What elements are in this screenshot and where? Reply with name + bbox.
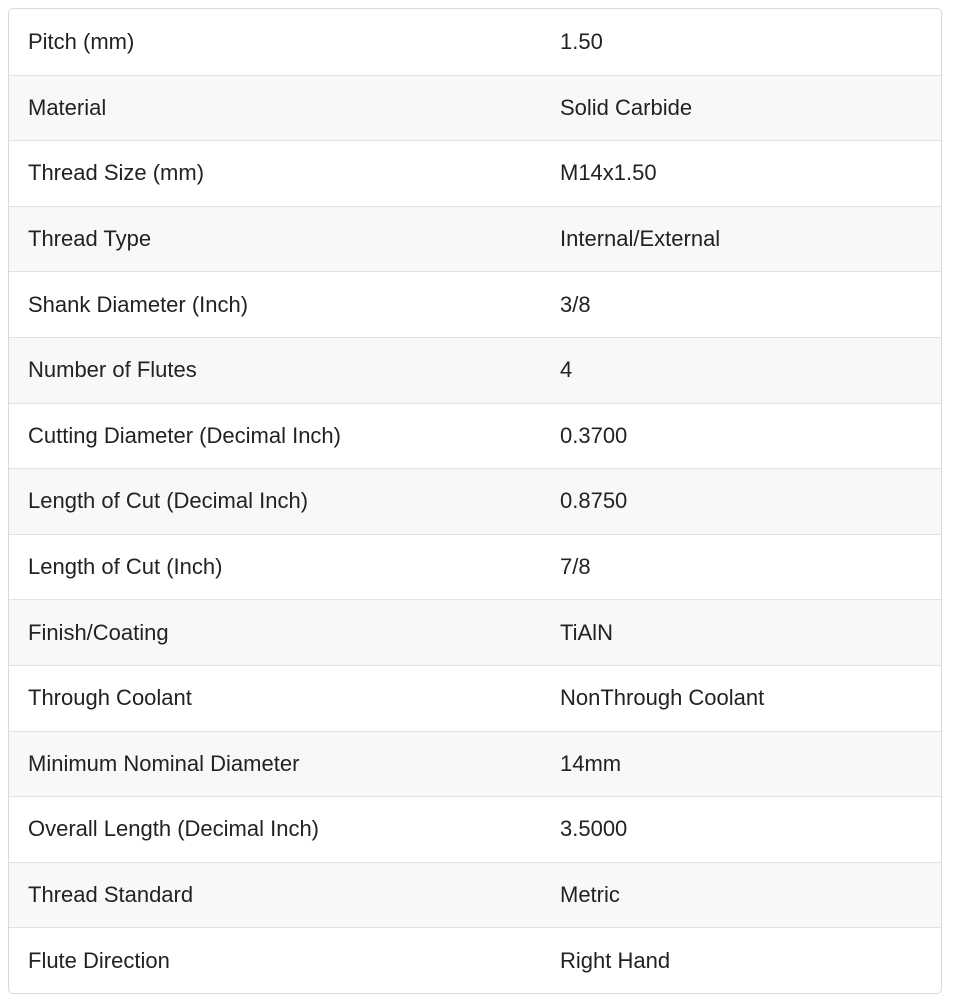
spec-row-thread-standard	[9, 862, 941, 928]
spec-value: 4	[560, 357, 573, 383]
specifications-table	[8, 8, 942, 994]
spec-label: Thread Standard	[28, 882, 194, 908]
spec-value: 0.3700	[560, 422, 628, 448]
spec-label: Number of Flutes	[28, 357, 197, 383]
spec-value: Metric	[560, 882, 620, 908]
spec-value: 7/8	[560, 554, 591, 580]
spec-value: NonThrough Coolant	[560, 685, 765, 711]
spec-row-thread-size	[9, 140, 941, 206]
spec-row-minimum-nominal-diameter	[9, 731, 941, 797]
spec-label: Finish/Coating	[28, 619, 169, 645]
spec-value: 3.5000	[560, 816, 628, 842]
spec-label: Shank Diameter (Inch)	[28, 291, 249, 317]
spec-label: Thread Size (mm)	[28, 160, 205, 186]
spec-row-length-of-cut-decimal	[9, 468, 941, 534]
spec-label: Minimum Nominal Diameter	[28, 750, 300, 776]
spec-row-material	[9, 75, 941, 141]
spec-row-thread-type	[9, 206, 941, 272]
spec-label: Flute Direction	[28, 947, 170, 973]
spec-row-shank-diameter	[9, 271, 941, 337]
spec-label: Overall Length (Decimal Inch)	[28, 816, 320, 842]
spec-row-cutting-diameter	[9, 403, 941, 469]
spec-value: Right Hand	[560, 947, 671, 973]
spec-value: TiAlN	[560, 619, 613, 645]
spec-value: 0.8750	[560, 488, 628, 514]
spec-row-number-of-flutes	[9, 337, 941, 403]
spec-row-length-of-cut-inch	[9, 534, 941, 600]
spec-row-through-coolant	[9, 665, 941, 731]
spec-value: M14x1.50	[560, 160, 657, 186]
spec-value: 1.50	[560, 28, 603, 54]
spec-label: Cutting Diameter (Decimal Inch)	[28, 422, 341, 448]
spec-row-finish-coating	[9, 599, 941, 665]
spec-row-flute-direction	[9, 927, 941, 993]
spec-label: Material	[28, 94, 107, 120]
spec-value: Solid Carbide	[560, 94, 693, 120]
spec-value: Internal/External	[560, 226, 721, 252]
spec-label: Thread Type	[28, 226, 152, 252]
spec-row-pitch	[9, 9, 941, 75]
spec-label: Through Coolant	[28, 685, 192, 711]
spec-value: 14mm	[560, 750, 622, 776]
spec-label: Pitch (mm)	[28, 28, 135, 54]
spec-row-overall-length	[9, 796, 941, 862]
spec-label: Length of Cut (Inch)	[28, 554, 223, 580]
spec-value: 3/8	[560, 291, 591, 317]
spec-label: Length of Cut (Decimal Inch)	[28, 488, 309, 514]
